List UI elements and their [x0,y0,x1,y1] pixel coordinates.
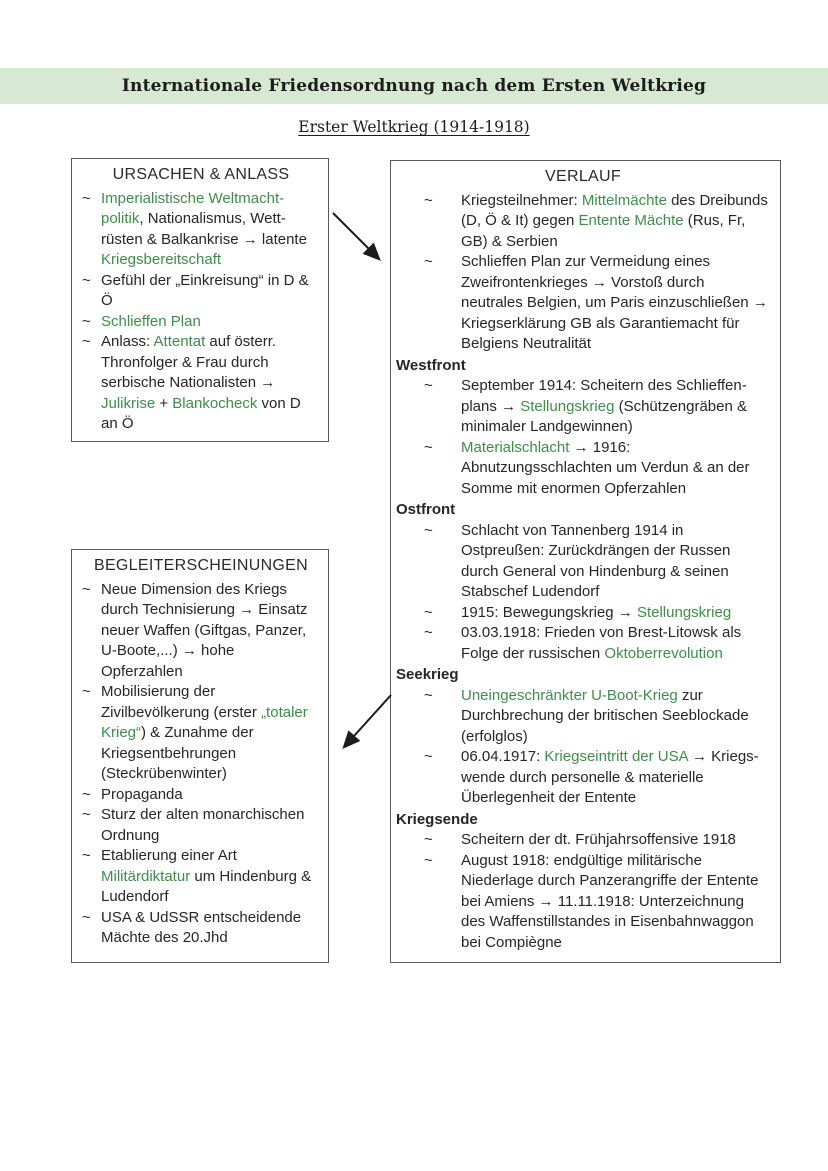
note-item-text: Materialschlacht → 1916: Abnutzungsschlachten um Verdun & an der Somme mit enormen Opferzahlen [461,438,750,497]
section-header-ostfront: Ostfront [396,501,456,518]
note-item [396,438,770,500]
note-item [396,603,770,624]
tilde-bullet: ~ [82,580,91,598]
tilde-bullet: ~ [82,271,91,289]
note-item [396,686,770,748]
title-banner [0,68,828,104]
note-item [396,830,770,851]
note-item [396,521,770,603]
tilde-bullet: ~ [424,624,433,641]
note-item [82,271,320,312]
note-item [82,682,320,785]
note-item [82,332,320,435]
note-item [396,376,770,438]
tilde-bullet: ~ [82,333,91,350]
tilde-bullet: ~ [424,253,433,270]
note-item-text: Uneingeschränkter U-Boot-Krieg zur Durchbrechung der britischen Seeblockade (erfolglos) [461,686,749,745]
note-item [396,623,770,664]
tilde-bullet: ~ [424,851,433,869]
arrow-verlauf-to-begleiterscheinungen [345,695,391,746]
note-item [396,191,770,253]
note-item-text: Anlass: Attentat auf österr. Thronfolger & Frau durch serbische Nationalisten → Julikrise + Blankocheck von D an Ö [101,333,301,432]
note-item-text: Sturz der alten monarchischen Ordnung [101,806,305,844]
tilde-bullet: ~ [424,521,433,539]
tilde-bullet: ~ [82,189,91,207]
note-item [82,580,320,683]
note-item-text: Propaganda [101,785,183,803]
note-item-text: Kriegsteilnehmer: Mittelmächte des Dreibunds (D, Ö & It) gegen Entente Mächte (Rus, Fr, GB) & Serbien [461,191,768,250]
tilde-bullet: ~ [424,831,433,848]
section-header-seekrieg: Seekrieg [396,666,459,683]
note-item-text: Neue Dimension des Kriegs durch Technisierung → Einsatz neuer Waffen (Giftgas, Panzer, U-Boote,...) → hohe Opferzahlen [101,580,308,680]
box-begleiterscheinungen [71,549,329,963]
note-item [82,785,320,806]
tilde-bullet: ~ [424,748,433,765]
note-item-text: 03.03.1918: Frieden von Brest-Litowsk als Folge der russischen Oktoberrevolution [461,624,742,662]
note-item-text: August 1918: endgültige militärische Niederlage durch Panzerangriffe der Entente bei Amiens → 11.11.1918: Unterzeichnung des Waffenstillstandes in Eisenbahnwaggon bei Compiègne [461,851,759,951]
note-item-text: 06.04.1917: Kriegseintritt der USA → Kriegs-wende durch personelle & materielle Überlegenheit der Entente [461,748,759,806]
note-item-text: 1915: Bewegungskrieg → Stellungskrieg [461,603,732,621]
box-title-begleiterscheinungen: BEGLEITERSCHEINUNGEN [93,557,309,574]
note-item [82,805,320,846]
section-header-westfront: Westfront [396,356,466,374]
note-item-text: Gefühl der „Einkreisung“ in D & Ö [101,271,309,309]
note-item [82,189,320,271]
tilde-bullet: ~ [424,438,433,456]
note-item [396,252,770,355]
note-item-text: Scheitern der dt. Frühjahrsoffensive 1918 [461,831,736,848]
note-item [396,851,770,954]
note-item-text: Schlieffen Plan zur Vermeidung eines Zweifrontenkrieges → Vorstoß durch neutrales Belgien, um Paris einzuschließen → Kriegserklärung GB als Garantiemacht für Belgiens Neutralität [461,253,768,352]
tilde-bullet: ~ [82,312,91,330]
note-item-text: Schlieffen Plan [101,312,201,330]
tilde-bullet: ~ [82,908,91,926]
note-item [82,908,320,949]
box-ursachen-anlass [71,158,329,442]
page-subtitle: Erster Weltkrieg (1914-1918) [298,118,530,136]
tilde-bullet: ~ [82,683,91,700]
box-title-verlauf: VERLAUF [545,168,621,185]
note-item-text: Etablierung einer Art Militärdiktatur um Hindenburg & Ludendorf [101,847,312,905]
section-header-kriegsende: Kriegsende [396,810,478,828]
note-item-text: September 1914: Scheitern des Schlieffen-plans → Stellungskrieg (Schützengräben & minimaler Landgewinnen) [461,377,748,435]
tilde-bullet: ~ [424,603,433,621]
note-item [82,312,320,333]
box-title-ursachen: URSACHEN & ANLASS [112,166,290,183]
tilde-bullet: ~ [424,686,433,704]
note-item [396,747,770,809]
note-item-text: Mobilisierung der Zivilbevölkerung (erster „totaler Krieg“) & Zunahme der Kriegsentbehrungen (Steckrübenwinter) [101,683,308,782]
note-item-text: Imperialistische Weltmacht-politik, Nationalismus, Wett-rüsten & Balkankrise → latente Kriegsbereitschaft [101,189,307,268]
tilde-bullet: ~ [424,191,433,209]
note-item-text: USA & UdSSR entscheidende Mächte des 20.Jhd [101,908,302,946]
tilde-bullet: ~ [82,847,91,864]
arrow-ursachen-to-verlauf [333,213,378,258]
note-item-text: Schlacht von Tannenberg 1914 in Ostpreußen: Zurückdrängen der Russen durch General von Hindenburg & seinen Stabschef Ludendorf [461,521,731,600]
tilde-bullet: ~ [82,806,91,823]
note-item [82,846,320,908]
tilde-bullet: ~ [82,785,91,803]
page-title: Internationale Friedensordnung nach dem Ersten Weltkrieg [121,76,707,96]
tilde-bullet: ~ [424,377,433,394]
box-verlauf [390,160,781,963]
